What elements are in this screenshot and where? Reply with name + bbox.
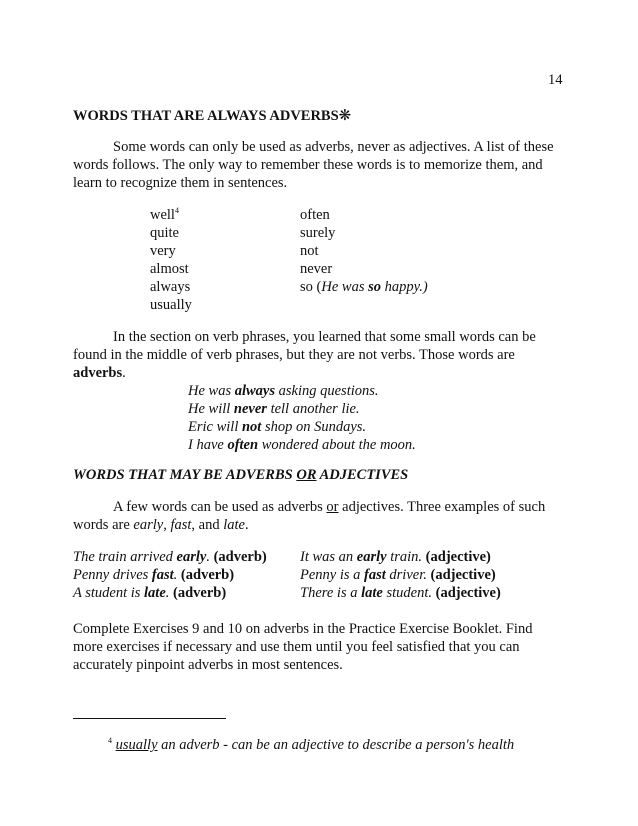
pair-right-adjective: There is a late student. (adjective): [300, 585, 501, 601]
closing-line-1: Complete Exercises 9 and 10 on adverbs in the Practice Exercise Booklet. Find: [73, 621, 533, 637]
adverbs-keyword: adverbs: [73, 365, 123, 381]
so-word: so (: [300, 279, 322, 295]
section-heading-always-adverbs: [73, 106, 351, 125]
heading-text: WORDS THAT ARE ALWAYS ADVERBS: [73, 108, 339, 124]
word-late: late: [223, 517, 245, 533]
word-list-item-almost: almost: [150, 261, 189, 277]
section2-line-1: A few words can be used as adverbs or adjectives. Three examples of such: [113, 499, 546, 515]
example-sentence: He was always asking questions.: [188, 383, 379, 399]
word-list-item-very: very: [150, 243, 176, 259]
footnote-number: 4: [108, 736, 112, 746]
word-fast: fast: [170, 517, 192, 533]
verb-phrase-line-3: [73, 365, 126, 382]
intro-line-3: learn to recognize them in sentences.: [73, 175, 288, 191]
footnote-word: usually: [115, 737, 158, 753]
so-example-adverb: so: [368, 279, 381, 295]
pair-right-adjective: It was an early train. (adjective): [300, 549, 491, 565]
word-early: early: [133, 517, 164, 533]
footnote-text: an adverb - can be an adjective to describe a person's health: [157, 737, 515, 753]
so-example-end: happy.): [381, 279, 428, 295]
word-list-item-so: [300, 279, 428, 296]
word-text: well: [150, 207, 175, 223]
section-heading-adverbs-or-adjectives: WORDS THAT MAY BE ADVERBS OR ADJECTIVES: [73, 467, 409, 483]
example-sentence: I have often wondered about the moon.: [188, 437, 416, 453]
word-list-item-never: never: [300, 261, 333, 277]
word-list-item-always: always: [150, 279, 191, 295]
word-list-item-often: often: [300, 207, 330, 223]
pair-right-adjective: Penny is a fast driver. (adjective): [300, 567, 496, 583]
footnote-marker: 4: [174, 206, 179, 216]
footnote-divider: [73, 718, 226, 719]
period: .: [122, 365, 126, 381]
word-list-item-usually: usually: [150, 297, 192, 313]
asterism-icon: ❋: [338, 106, 352, 124]
closing-line-2: more exercises if necessary and use them until you feel satisfied that you can: [73, 639, 520, 655]
intro-line-2: words follows. The only way to remember these words is to memorize them, and: [73, 157, 543, 173]
word-list-item-quite: quite: [150, 225, 179, 241]
footnote: [108, 737, 514, 754]
pair-left-adverb: A student is late. (adverb): [73, 585, 227, 601]
verb-phrase-line-1: In the section on verb phrases, you learned that some small words can be: [113, 329, 536, 345]
closing-line-3: accurately pinpoint adverbs in most sentences.: [73, 657, 343, 673]
pair-left-adverb: The train arrived early. (adverb): [73, 549, 267, 565]
pair-left-adverb: Penny drives fast. (adverb): [73, 567, 235, 583]
word-list-item-well: [150, 207, 179, 224]
example-adverb: often: [227, 437, 259, 453]
example-sentence: Eric will not shop on Sundays.: [188, 419, 367, 435]
example-sentence: He will never tell another lie.: [188, 401, 360, 417]
word-list-item-not: not: [300, 243, 319, 259]
word-list-item-surely: surely: [300, 225, 336, 241]
example-adverb: not: [241, 419, 262, 435]
example-adverb: always: [234, 383, 276, 399]
page-number: 14: [548, 72, 563, 88]
or-word: or: [326, 499, 339, 515]
so-example: He was: [321, 279, 369, 295]
intro-line-1: Some words can only be used as adverbs, never as adjectives. A list of these: [113, 139, 554, 155]
verb-phrase-line-2: found in the middle of verb phrases, but they are not verbs. Those words are: [73, 347, 515, 363]
example-adverb: never: [233, 401, 267, 417]
heading-or: OR: [296, 467, 317, 483]
section2-line-2: words are early, fast, and late.: [73, 517, 249, 533]
